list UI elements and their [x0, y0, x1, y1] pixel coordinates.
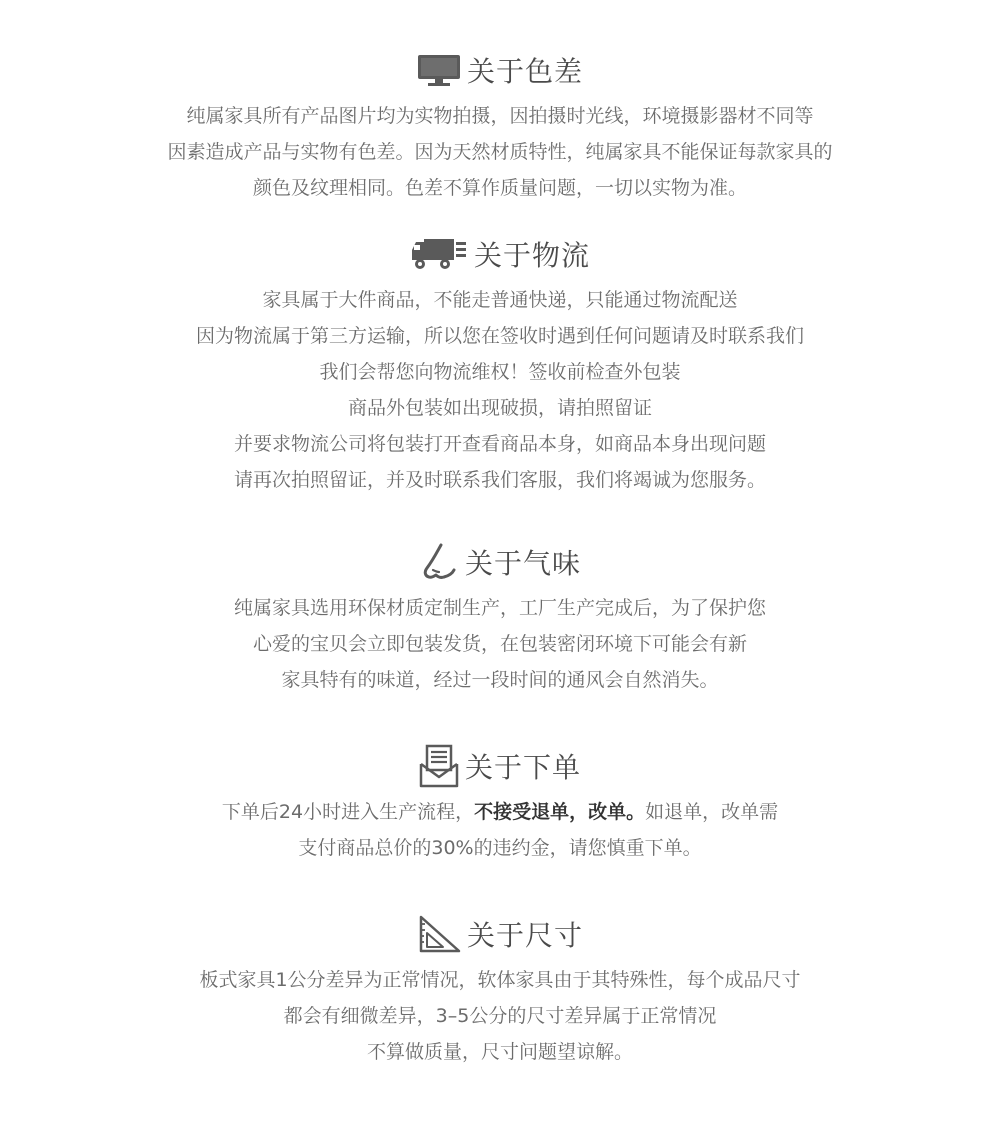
body-line: 都会有细微差异，3–5公分的尺寸差异属于正常情况 [283, 1005, 717, 1027]
monitor-icon [417, 54, 461, 86]
body-line: 纯属家具选用环保材质定制生产，工厂生产完成后，为了保护您 [233, 597, 766, 619]
body-line: 商品外包装如出现破损，请拍照留证 [347, 397, 652, 419]
section-title: 关于色差 [466, 55, 583, 88]
section-odor [0, 540, 1000, 698]
section-heading [0, 48, 1000, 92]
section-body [0, 962, 1000, 1070]
section-body [0, 98, 1000, 206]
body-line: 我们会帮您向物流维权！签收前检查外包装 [319, 361, 681, 383]
body-line: 不算做质量，尺寸问题望谅解。 [366, 1041, 633, 1063]
section-heading [0, 540, 1000, 584]
delivery-truck-icon [410, 236, 468, 272]
section-body [0, 282, 1000, 498]
section-color-difference [0, 48, 1000, 206]
order-envelope-icon [419, 744, 459, 788]
section-body [0, 794, 1000, 866]
body-text: 如退单，改单需 [645, 801, 779, 823]
body-line: 支付商品总价的30%的违约金，请您慎重下单。 [298, 837, 702, 859]
body-line: 因素造成产品与实物有色差。因为天然材质特性，纯属家具不能保证每款家具的 [167, 141, 833, 163]
body-line: 颜色及纹理相同。色差不算作质量问题，一切以实物为准。 [252, 177, 747, 199]
section-title: 关于尺寸 [466, 919, 583, 952]
body-line [0, 794, 1000, 830]
section-heading [0, 912, 1000, 956]
section-heading [0, 744, 1000, 788]
section-ordering [0, 744, 1000, 866]
body-line: 家具属于大件商品，不能走普通快递，只能通过物流配送 [262, 289, 738, 311]
section-sizing [0, 912, 1000, 1070]
body-line: 纯属家具所有产品图片均为实物拍摄，因拍摄时光线，环境摄影器材不同等 [186, 105, 814, 127]
section-title: 关于下单 [464, 751, 581, 784]
body-line: 并要求物流公司将包装打开查看商品本身，如商品本身出现问题 [233, 433, 766, 455]
body-line: 因为物流属于第三方运输，所以您在签收时遇到任何问题请及时联系我们 [195, 325, 804, 347]
emphasis-text: 不接受退单，改单。 [474, 801, 646, 823]
section-heading [0, 232, 1000, 276]
body-line: 请再次拍照留证，并及时联系我们客服，我们将竭诚为您服务。 [233, 469, 766, 491]
section-title: 关于物流 [473, 239, 590, 272]
nose-icon [419, 542, 459, 582]
set-square-icon [417, 914, 461, 954]
section-body [0, 590, 1000, 698]
section-title: 关于气味 [464, 547, 581, 580]
section-logistics [0, 232, 1000, 498]
body-text: 下单后24小时进入生产流程， [221, 801, 475, 823]
body-line: 心爱的宝贝会立即包装发货，在包装密闭环境下可能会有新 [252, 633, 747, 655]
body-line: 板式家具1公分差异为正常情况，软体家具由于其特殊性，每个成品尺寸 [199, 969, 801, 991]
body-line: 家具特有的味道，经过一段时间的通风会自然消失。 [281, 669, 719, 691]
